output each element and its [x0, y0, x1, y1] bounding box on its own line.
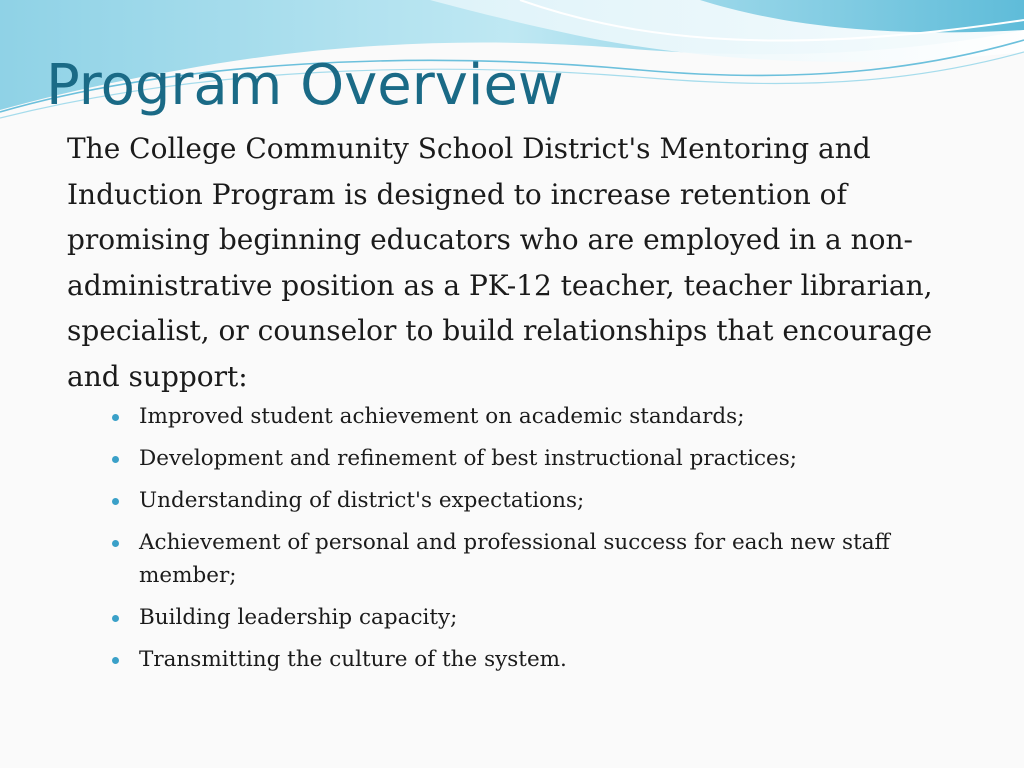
bullet-text: Transmitting the culture of the system.	[139, 647, 567, 672]
bullet-item	[110, 484, 940, 517]
bullet-text: Development and refinement of best instructional practices;	[139, 446, 798, 471]
bullet-item	[110, 526, 940, 592]
bullet-dot-icon	[112, 414, 119, 421]
bullet-dot-icon	[112, 657, 119, 664]
bullet-dot-icon	[112, 615, 119, 622]
bullet-dot-icon	[112, 540, 119, 547]
bullet-item	[110, 601, 940, 634]
bullet-dot-icon	[112, 456, 119, 463]
slide-title: Program Overview	[46, 53, 564, 118]
bullet-text: Improved student achievement on academic standards;	[139, 404, 745, 429]
bullet-item	[110, 643, 940, 676]
bullet-item	[110, 442, 940, 475]
bullet-text: Understanding of district's expectations;	[139, 488, 585, 513]
bullet-text: Achievement of personal and professional success for each new staff member;	[139, 530, 890, 588]
intro-paragraph: The College Community School District's Mentoring and Induction Program is designed to increase retention of promising beginning educators who are employed in a non-administrative position as a PK-12 teacher, teacher librarian, specialist, or counselor to build relationships that encourage and support:	[67, 132, 933, 393]
bullet-list	[110, 400, 940, 685]
bullet-item	[110, 400, 940, 433]
bullet-dot-icon	[112, 498, 119, 505]
bullet-text: Building leadership capacity;	[139, 605, 458, 630]
